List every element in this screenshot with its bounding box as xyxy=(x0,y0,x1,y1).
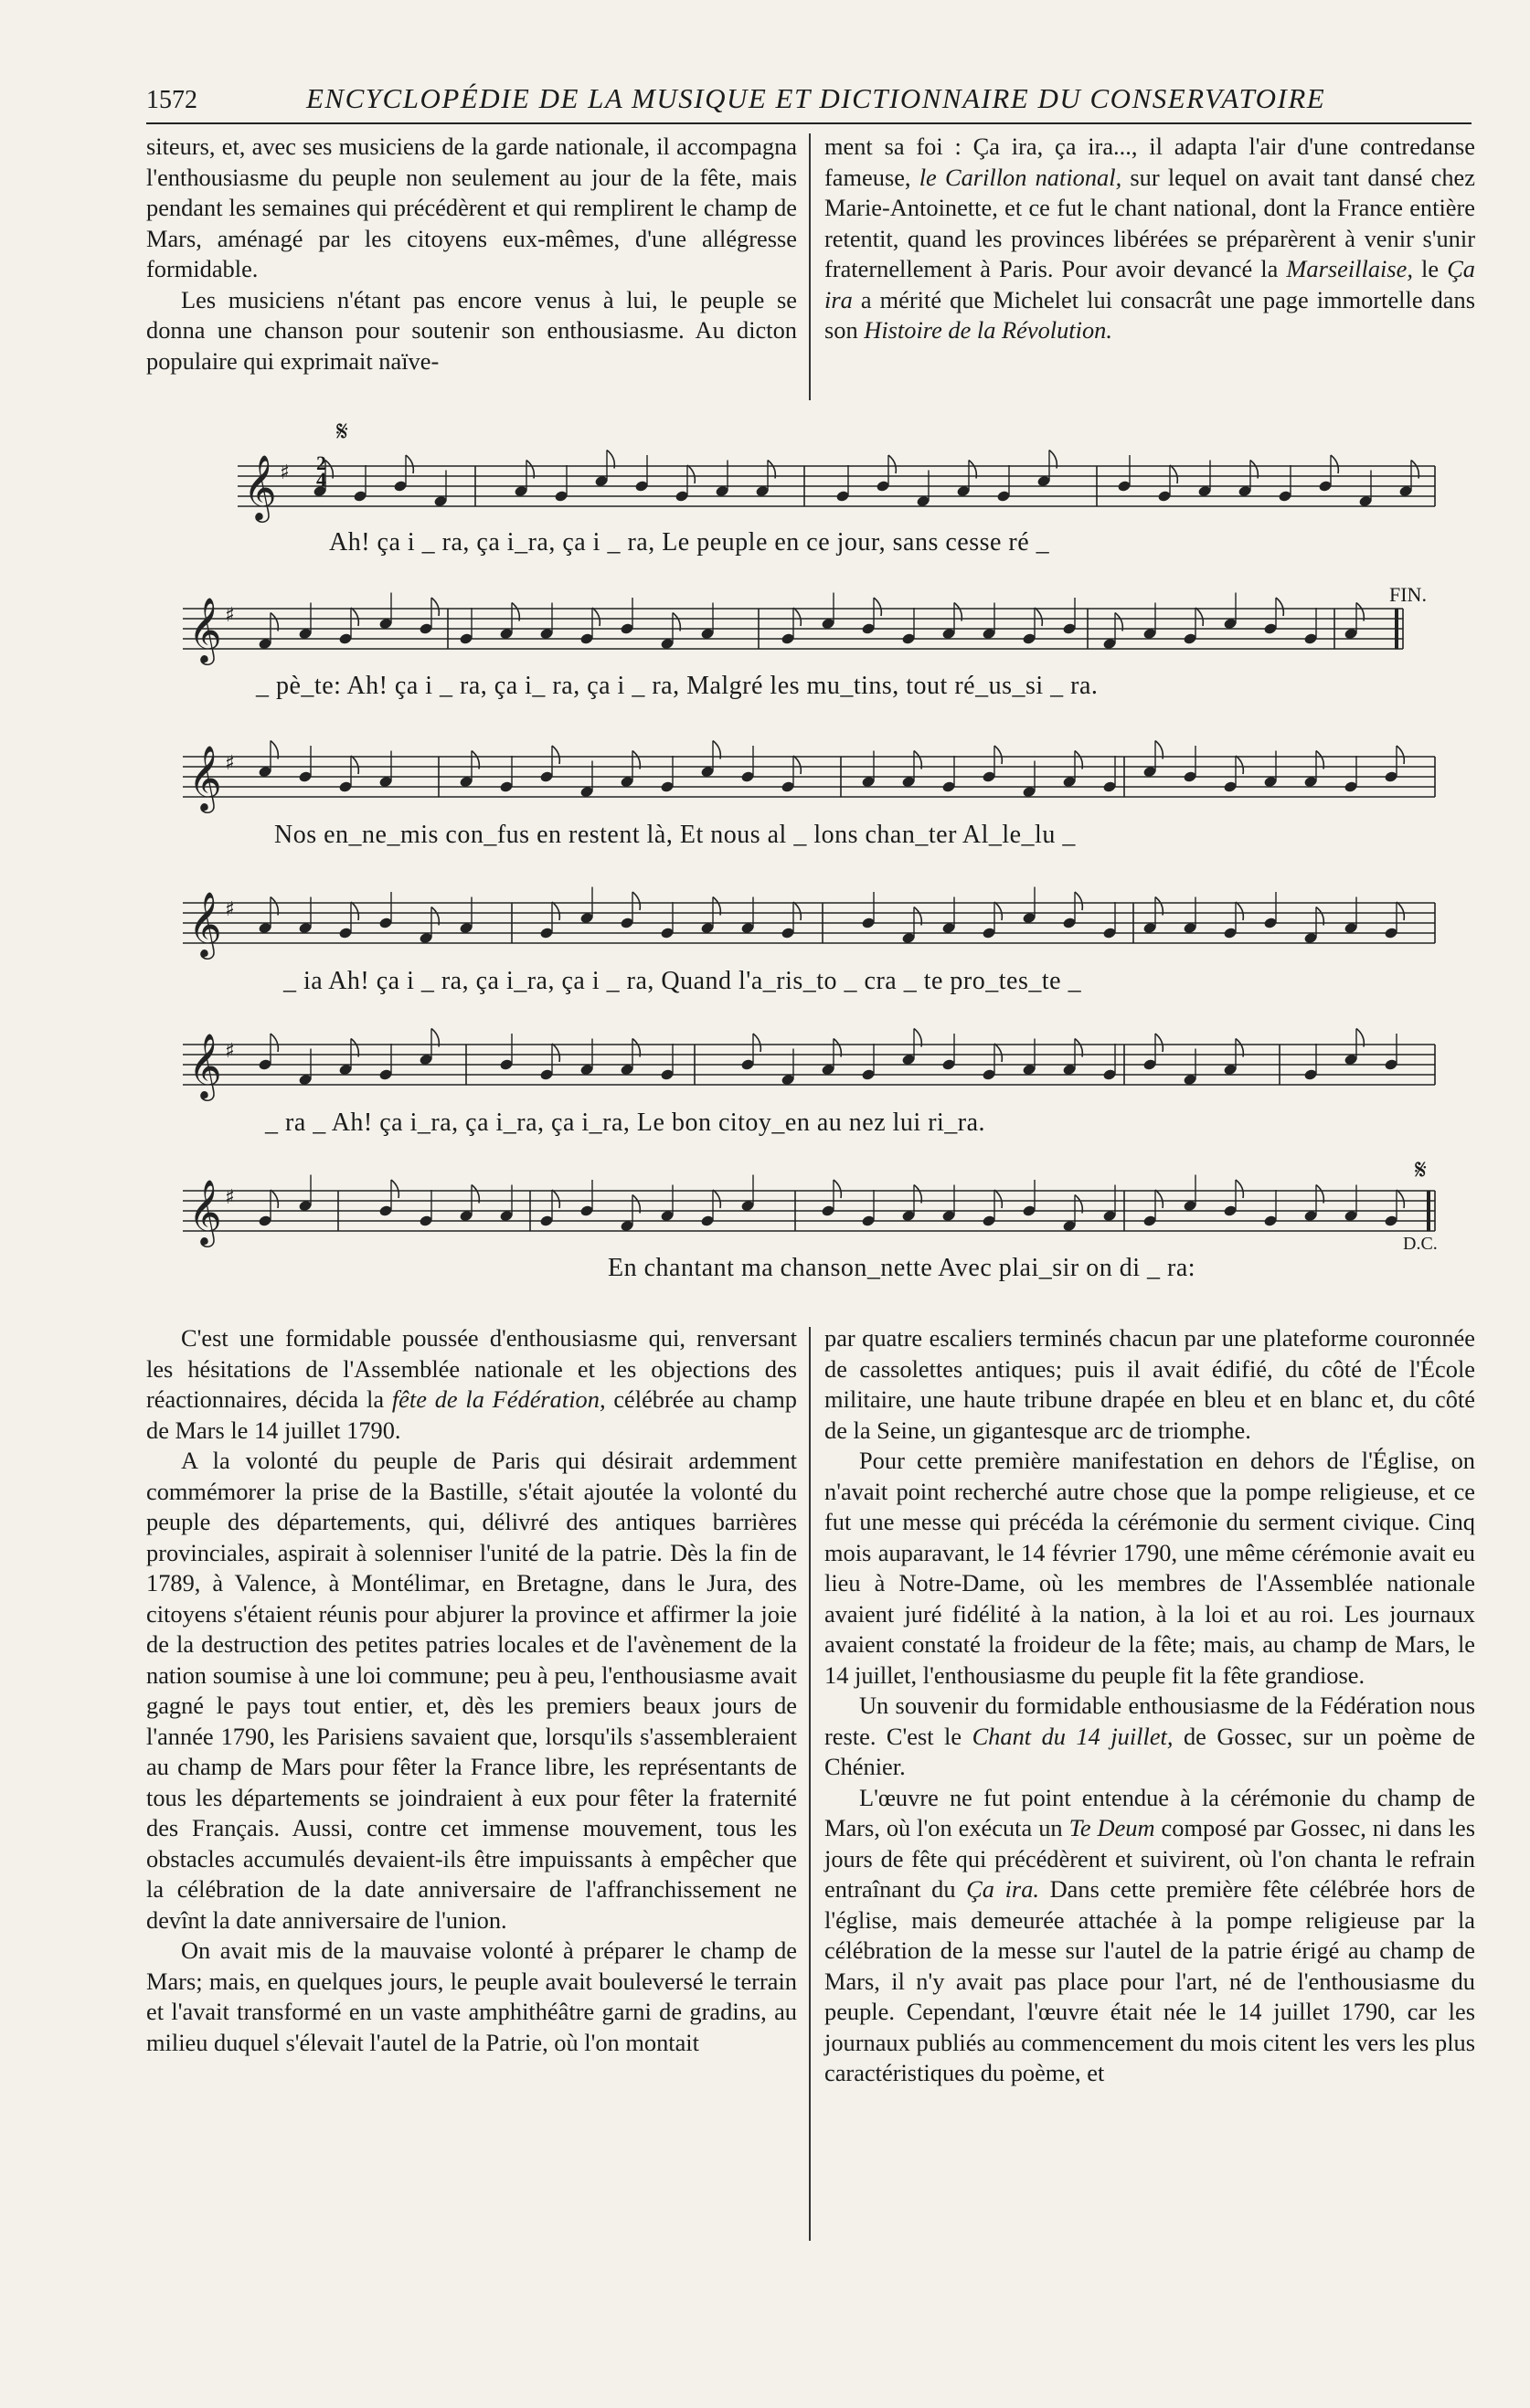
treble-clef: 𝄞 xyxy=(243,453,277,520)
running-title: ENCYCLOPÉDIE DE LA MUSIQUE ET DICTIONNAIRE DU CONSERVATOIRE xyxy=(306,82,1326,114)
lyric-line-3: Nos en_ne_mis con_fus en restent là, Et nous al _ lons chan_ter Al_le_lu _ xyxy=(274,821,1076,849)
score-staves xyxy=(165,430,1444,1307)
page-number: 1572 xyxy=(146,86,197,114)
note-flag xyxy=(552,1190,559,1208)
paragraph: par quatre escaliers terminés chacun par une plateforme couronnée de cassolettes antiques; puis il avait édifié, du côté de l'École militaire, une haute tribune drapée en bleu et en blanc et, du côté de la Seine, un gigantesque arc de triomphe. xyxy=(824,1324,1475,1444)
paragraph: Les musiciens n'étant pas encore venus à lui, le peuple se donna une chanson pour soutenir son enthousiasme. Au dicton populaire qui exprimait naïve- xyxy=(146,285,797,375)
paragraph: siteurs, et, avec ses musiciens de la garde nationale, il accompagna l'enthousiasme du peuple non seulement au jour de la fête, mais pendant les semaines qui précédèrent et qui remplirent le champ de Mars, aménagé par les citoyens eux-mêmes, d'une allégresse formidable. xyxy=(146,133,797,282)
note-flag xyxy=(888,455,896,473)
lyric-line-2: _ pè_te: Ah! ça i _ ra, ça i_ ra, ça i _ ra, Malgré les mu_tins, tout ré_us_si _ ra. xyxy=(256,672,1099,700)
note-flag xyxy=(406,455,413,473)
note-flag xyxy=(351,608,358,626)
column-divider xyxy=(809,133,811,400)
key-signature-sharp: ♯ xyxy=(225,1040,235,1063)
paragraph: L'œuvre ne fut point entendue à la cérémonie du champ de Mars, où l'on exécuta un Te Deum composé par Gossec, ni dans les jours de fête qui précédèrent et suivirent, où l'on chanta le refrain entraînant du Ça ira. Dans cette première fête célébrée hors de l'église, mais demeurée attachée à la pompe religieuse par la célébration de la messe sur l'autel de la patrie érigé au champ de Mars, il n'y avait pas place pour l'art, né de l'enthousiasme du peuple. Cependant, l'œuvre était née le 14 juillet 1790, car les journaux publiés au commencement du mois citent les vers les plus caractéristiques du poème, et xyxy=(824,1783,1475,2086)
top-right-column xyxy=(824,132,1475,346)
note-flag xyxy=(391,1180,398,1198)
note-flag xyxy=(1397,746,1404,764)
note-flag xyxy=(994,1044,1002,1062)
paragraph: ment sa foi : Ça ira, ça ira..., il adapta l'air d'une contredanse fameuse, le Carillon national, sur lequel on avait tant dansé chez Marie-Antoinette, et ce fut le chant national, dont la France entière retentit, quand les provinces libérées se préparèrent à venir s'unir fraternellement à Paris. Pour avoir devancé la Marseillaise, le Ça ira a mérité que Michelet lui consacrât une page immortelle dans son Histoire de la Révolution. xyxy=(824,133,1475,344)
note-flag xyxy=(1155,1190,1163,1208)
key-signature-sharp: ♯ xyxy=(225,1186,235,1209)
treble-clef: 𝄞 xyxy=(188,596,222,663)
note-flag xyxy=(793,756,801,774)
treble-clef: 𝄞 xyxy=(188,1032,222,1098)
note-flag xyxy=(351,756,358,774)
note-flag xyxy=(994,1190,1002,1208)
note-flag xyxy=(271,1034,278,1052)
key-signature-sharp: ♯ xyxy=(225,604,235,627)
lyric-line-4: _ ia Ah! ça i _ ra, ça i_ra, ça i _ ra, Quand l'a_ris_to _ cra _ te pro_tes_te _ xyxy=(283,967,1082,995)
paragraph: On avait mis de la mauvaise volonté à préparer le champ de Mars; mais, en quelques jours, le peuple avait bouleversé le terrain et l'avait transformé en un vaste amphithéâtre garni de gradins, au milieu duquel s'élevait l'autel de la Patrie, où l'on montait xyxy=(146,1936,797,2056)
note-flag xyxy=(874,598,881,616)
key-signature-sharp: ♯ xyxy=(280,461,290,484)
note-flag xyxy=(552,1044,559,1062)
note-flag xyxy=(1397,1190,1404,1208)
header-rule xyxy=(146,122,1472,124)
note-flag xyxy=(632,892,640,910)
top-left-column xyxy=(146,132,797,377)
note-flag xyxy=(1075,892,1082,910)
note-flag xyxy=(1331,455,1338,473)
note-flag xyxy=(687,465,695,483)
note-flag xyxy=(793,902,801,920)
lyric-line-5: _ ra _ Ah! ça i_ra, ça i_ra, ça i_ra, Le bon citoy_en au nez lui ri_ra. xyxy=(265,1109,986,1137)
note-flag xyxy=(1035,608,1042,626)
note-flag xyxy=(1155,1034,1163,1052)
note-flag xyxy=(1236,1180,1243,1198)
paragraph: C'est une formidable poussée d'enthousiasme qui, renversant les hésitations de l'Assemblée nationale et les objections des réactionnaires, décida la fête de la Fédération, célébrée au champ de Mars le 14 juillet 1790. xyxy=(146,1324,798,1444)
note-flag xyxy=(431,598,439,616)
note-flag xyxy=(834,1180,841,1198)
note-flag xyxy=(351,902,358,920)
segno-sign-end: 𝄋 xyxy=(1415,1155,1427,1185)
bottom-right-column xyxy=(824,1323,1475,2089)
note-flag xyxy=(552,746,559,764)
bottom-left-column xyxy=(146,1323,797,2058)
note-flag xyxy=(753,1034,760,1052)
treble-clef: 𝄞 xyxy=(188,890,222,957)
note-flag xyxy=(1236,902,1243,920)
treble-clef: 𝄞 xyxy=(188,744,222,811)
note-flag xyxy=(994,746,1002,764)
note-flag xyxy=(994,902,1002,920)
note-flag xyxy=(1397,902,1404,920)
segno-sign: 𝄋 xyxy=(336,417,348,447)
fin-mark: FIN. xyxy=(1389,583,1427,606)
note-flag xyxy=(1195,608,1203,626)
note-flag xyxy=(1236,756,1243,774)
note-flag xyxy=(552,902,559,920)
paragraph: Un souvenir du formidable enthousiasme de la Fédération nous reste. C'est le Chant du 14 juillet, de Gossec, sur un poème de Chénier. xyxy=(824,1692,1476,1780)
note-flag xyxy=(592,608,600,626)
lyric-line-6: En chantant ma chanson_nette Avec plai_sir on di _ ra: xyxy=(608,1254,1196,1282)
note-flag xyxy=(1276,598,1283,616)
time-signature: 2 4 xyxy=(316,451,326,491)
key-signature-sharp: ♯ xyxy=(225,752,235,775)
page-header xyxy=(146,82,1472,126)
paragraph: Pour cette première manifestation en dehors de l'Église, on n'avait point recherché autre chose que la pompe religieuse, et ce fut une messe qui précéda la cérémonie du serment civique. Cinq mois auparavant, le 14 février 1790, une même cérémonie avait eu lieu à Notre-Dame, où les membres de l'Assemblée nationale avaient juré fidélité à la nation, à la loi et au roi. Les journaux avaient constaté la froideur de la fête; mais, au champ de Mars, le 14 juillet, l'enthousiasme du peuple fit la fête grandiose. xyxy=(824,1447,1475,1689)
column-divider xyxy=(809,1327,811,2241)
note-flag xyxy=(271,1190,278,1208)
key-signature-sharp: ♯ xyxy=(225,898,235,921)
note-flag xyxy=(713,1190,720,1208)
musical-score xyxy=(165,417,1444,1307)
note-flag xyxy=(1170,465,1177,483)
lyric-line-1: Ah! ça i _ ra, ça i_ra, ça i _ ra, Le peuple en ce jour, sans cesse ré _ xyxy=(329,528,1050,557)
note-flag xyxy=(793,608,801,626)
paragraph: A la volonté du peuple de Paris qui désirait ardemment commémorer la prise de la Bastille, s'était ajoutée la volonté du peuple des départements, qui, délivré des antiques barrières provinciales, aspirait à solenniser l'unité de la patrie. Dès la fin de 1789, à Valence, à Montélimar, en Bretagne, dans le Jura, des citoyens s'étaient réunis pour abjurer la province et affirmer la joie de la destruction des petites patries locales et de l'avènement de la nation soumise à une loi commune; peu à peu, l'enthousiasme avait gagné le pays tout entier, et, dès les premiers beaux jours de l'année 1790, les Parisiens savaient que, lorsqu'ils s'assembleraient au champ de Mars pour fêter la France libre, les représentants de tous les départements se joindraient à eux pour fêter la fraternité des Français. Aussi, contre cet immense mouvement, tous les obstacles accumulés devaient-ils être impuissants à empêcher que la célébration de la date anniversaire de l'affranchissement ne devînt la date anniversaire de l'union. xyxy=(146,1447,797,1934)
treble-clef: 𝄞 xyxy=(188,1178,222,1245)
dc-mark: D.C. xyxy=(1403,1234,1438,1254)
